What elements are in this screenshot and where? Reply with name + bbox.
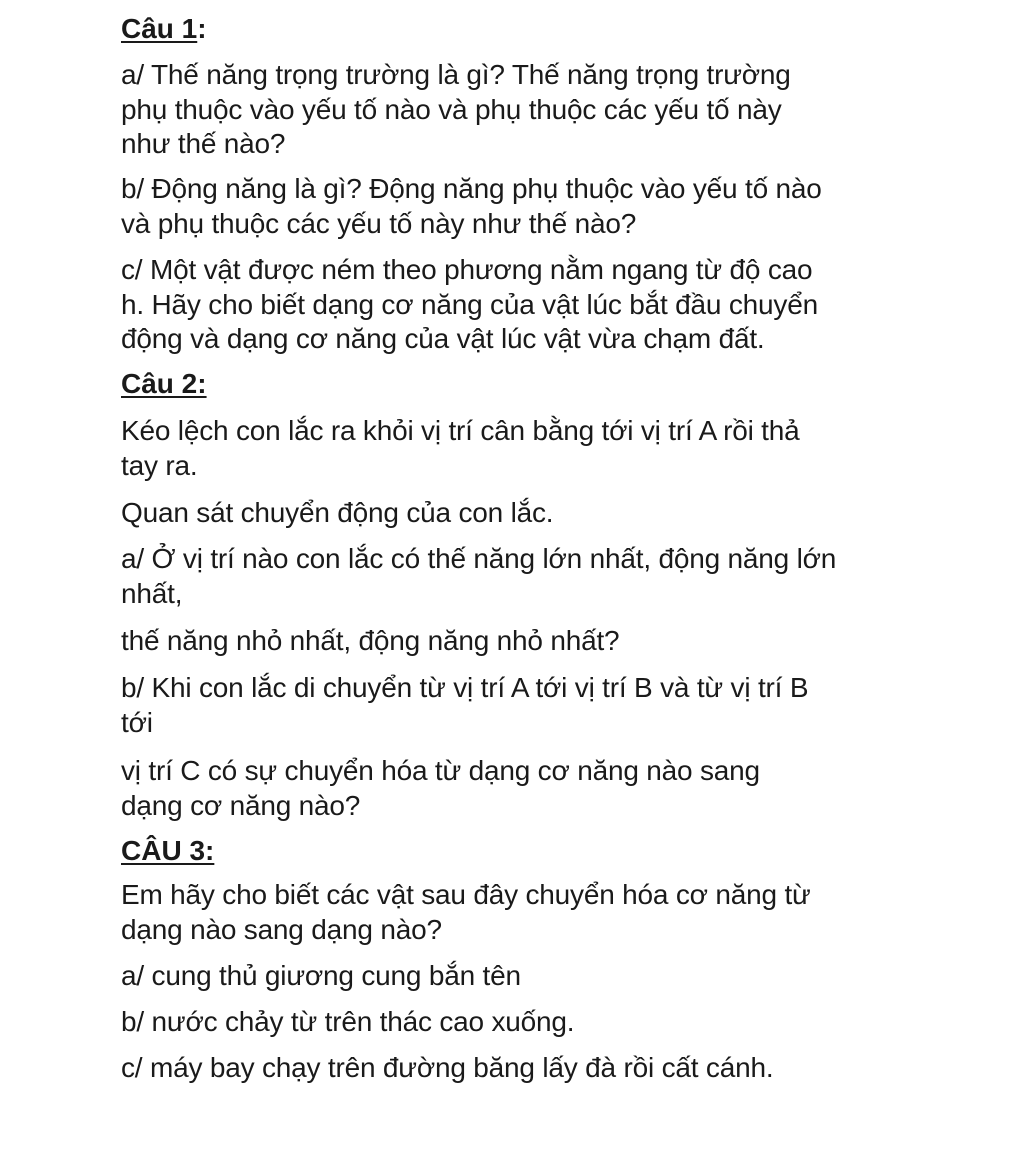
question-1-part-a: a/ Thế năng trọng trường là gì? Thế năng trọng trường phụ thuộc vào yếu tố nào và phụ thuộc các yếu tố này như thế nào? [121, 59, 791, 159]
question-2-part-a-line1: a/ Ở vị trí nào con lắc có thế năng lớn nhất, động năng lớn nhất, [121, 543, 837, 609]
question-3-intro: Em hãy cho biết các vật sau đây chuyển hóa cơ năng từ dạng nào sang dạng nào? [121, 879, 811, 945]
question-1-part-b: b/ Động năng là gì? Động năng phụ thuộc vào yếu tố nào và phụ thuộc các yếu tố này như thế nào? [121, 173, 822, 239]
question-2-intro-2: Quan sát chuyển động của con lắc. [121, 497, 554, 528]
question-3-title: CÂU 3: [121, 835, 215, 866]
question-2-heading [121, 367, 207, 401]
question-1-title-suffix: : [197, 13, 207, 44]
question-3-heading [121, 834, 214, 868]
question-2-title: Câu 2: [121, 368, 207, 399]
question-2-part-b-line1: b/ Khi con lắc di chuyển từ vị trí A tới vị trí B và từ vị trí B tới [121, 672, 809, 738]
question-3-part-a: a/ cung thủ giương cung bắn tên [121, 960, 521, 991]
question-2-part-a-line2: thế năng nhỏ nhất, động năng nhỏ nhất? [121, 625, 620, 656]
question-1-title: Câu 1 [121, 13, 198, 44]
question-1-part-c: c/ Một vật được ném theo phương nằm ngang từ độ cao h. Hãy cho biết dạng cơ năng của vật lúc bắt đầu chuyển động và dạng cơ năng của vật lúc vật vừa chạm đất. [121, 254, 818, 354]
question-2-intro-1: Kéo lệch con lắc ra khỏi vị trí cân bằng tới vị trí A rồi thả tay ra. [121, 415, 800, 481]
question-1-heading [121, 12, 207, 46]
question-3-part-b: b/ nước chảy từ trên thác cao xuống. [121, 1006, 575, 1037]
question-2-part-b-line2: vị trí C có sự chuyển hóa từ dạng cơ năng nào sang dạng cơ năng nào? [121, 755, 760, 821]
question-3-part-c: c/ máy bay chạy trên đường băng lấy đà rồi cất cánh. [121, 1052, 774, 1083]
